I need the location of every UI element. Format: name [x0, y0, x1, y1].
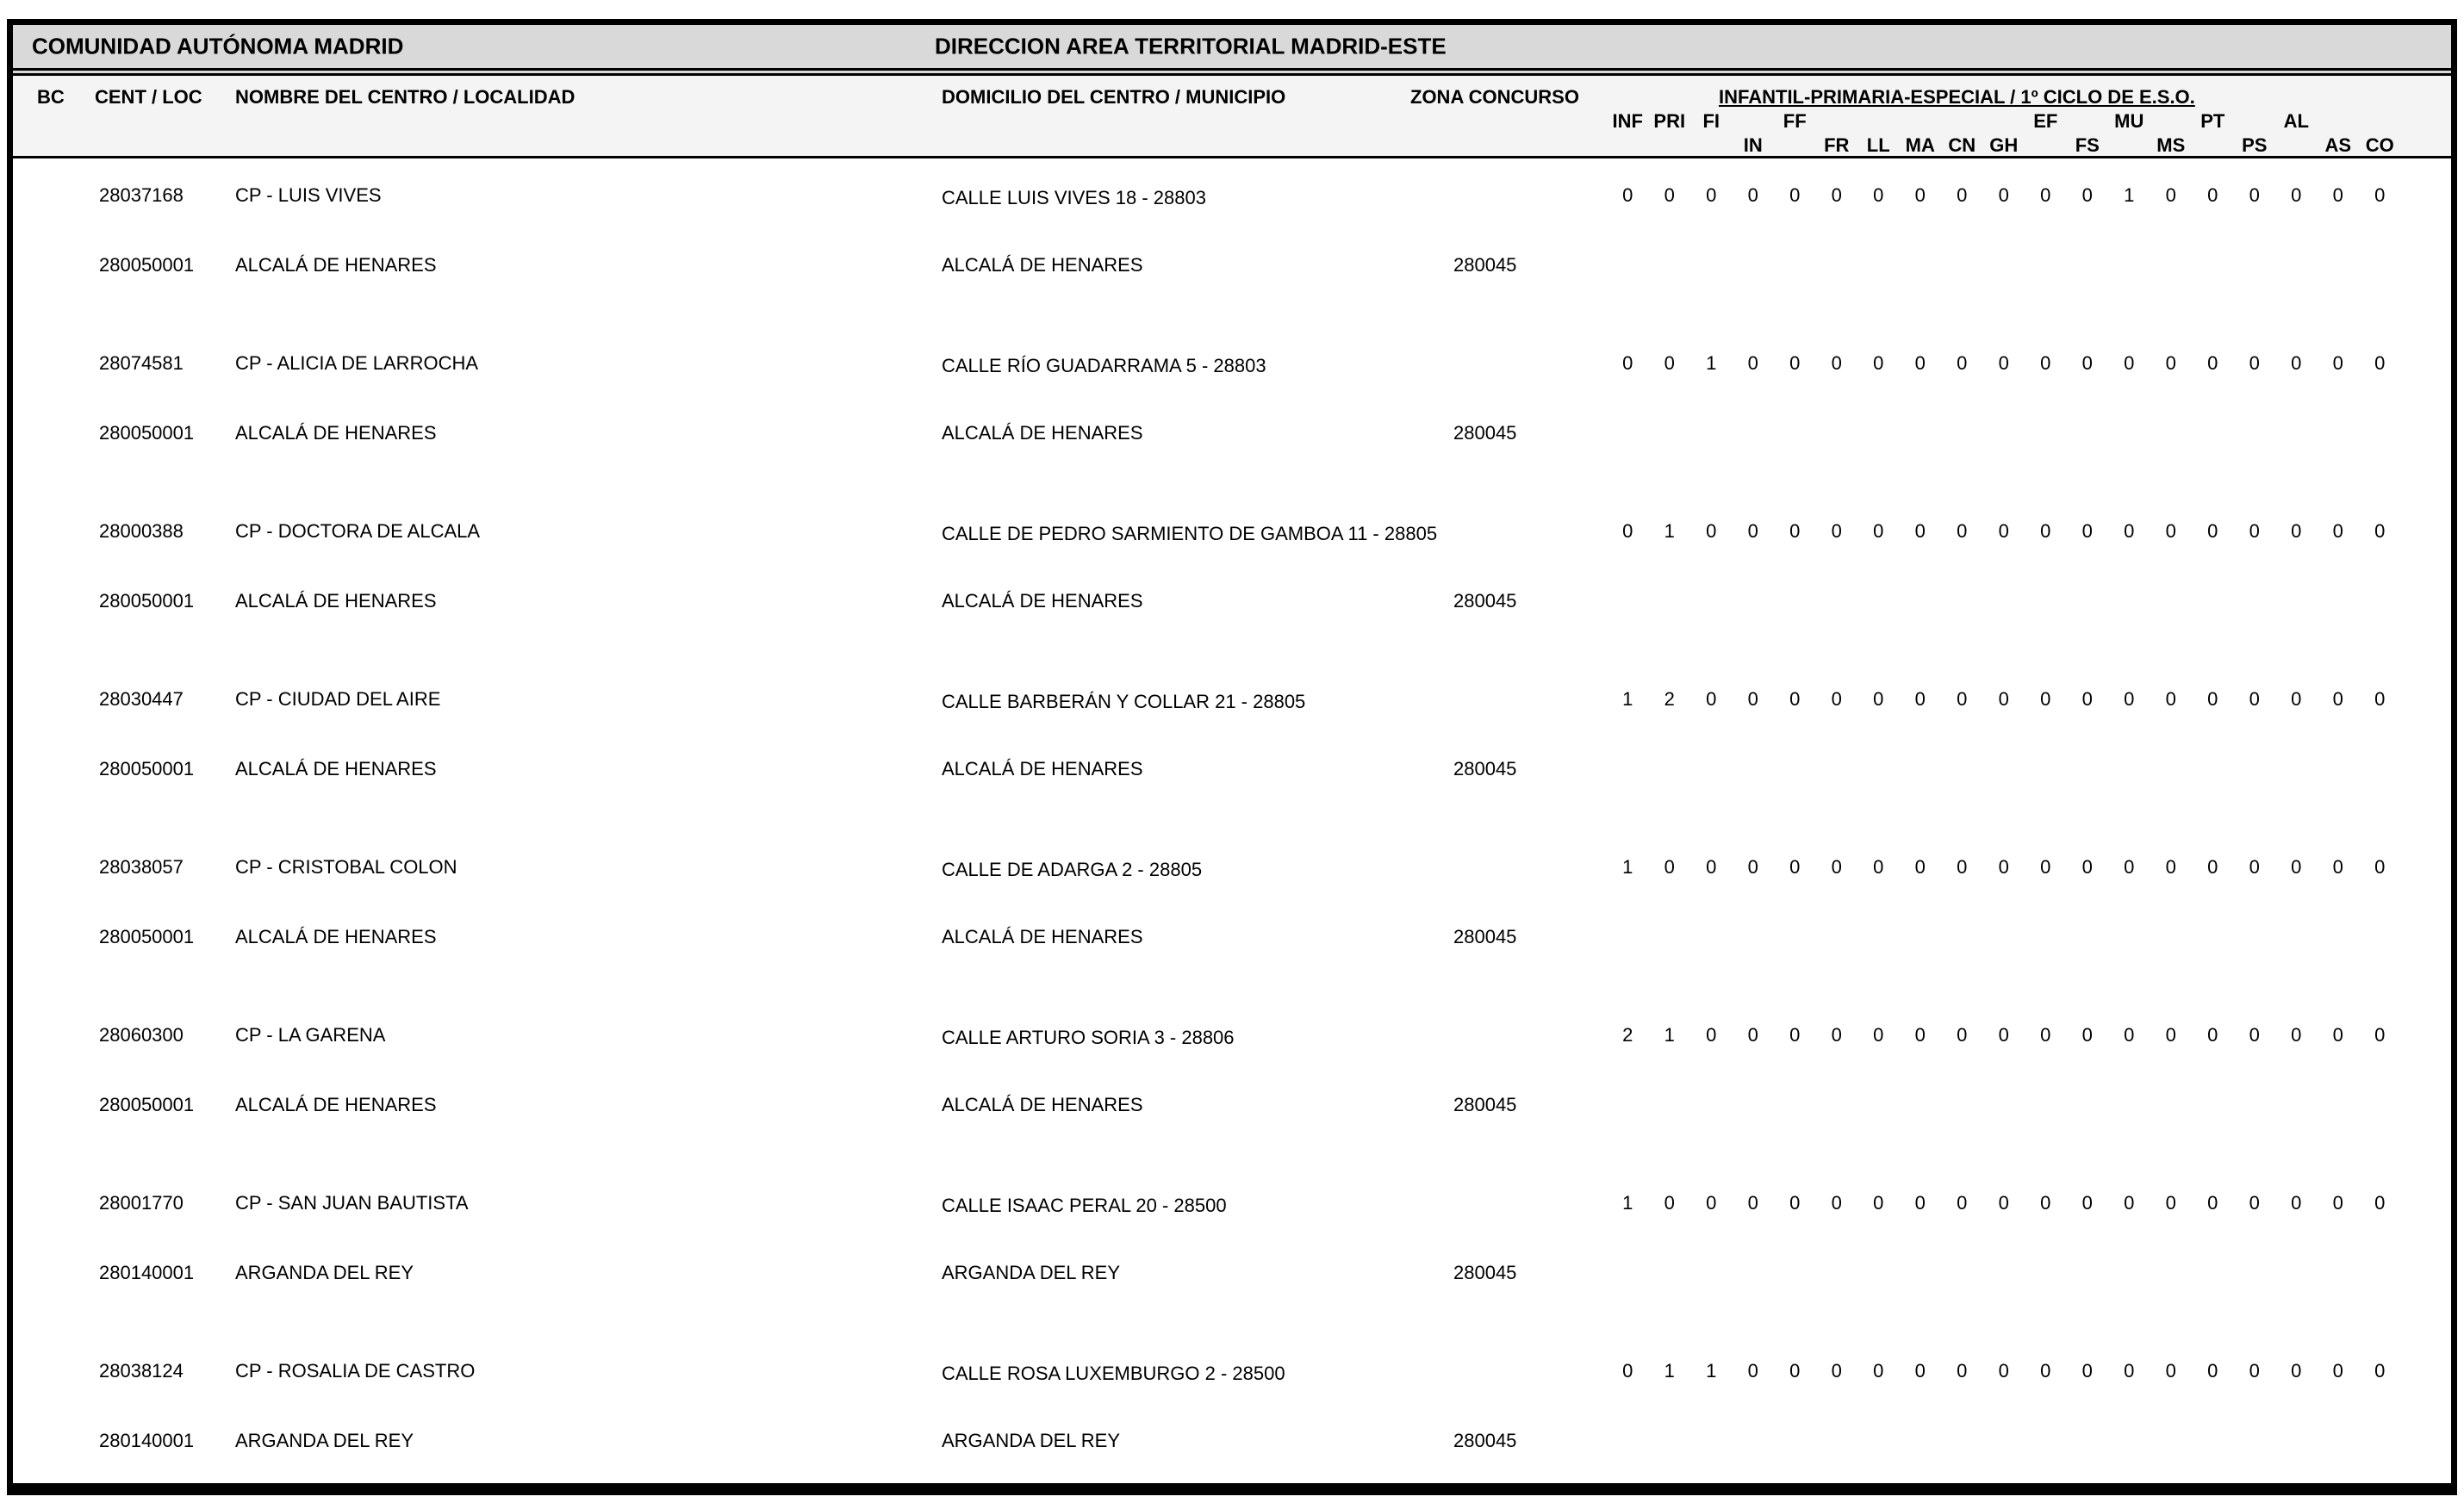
specialty-value: 0: [1957, 1192, 1968, 1214]
specialty-value: 1: [1622, 1192, 1633, 1214]
zona-concurso-value: 280045: [1453, 1430, 1517, 1451]
center-name: CP - LUIS VIVES: [235, 184, 382, 206]
specialty-value: 0: [1914, 1024, 1926, 1046]
center-code: 28038057: [99, 856, 184, 878]
municipality-name: ALCALÁ DE HENARES: [942, 1094, 1143, 1115]
specialty-value: 0: [1998, 1024, 2009, 1046]
specialty-value: 0: [1789, 1024, 1801, 1046]
center-name: CP - DOCTORA DE ALCALA: [235, 520, 481, 542]
territorial-direction-title: DIRECCION AREA TERRITORIAL MADRID-ESTE: [935, 33, 1447, 59]
specialty-value: 1: [2124, 184, 2135, 206]
specialty-value: 0: [2374, 688, 2386, 710]
specialty-value: 0: [2165, 1360, 2176, 1382]
specialty-value: 1: [1706, 1360, 1717, 1382]
specialty-value: 0: [2249, 520, 2260, 542]
zona-concurso-value: 280045: [1453, 926, 1517, 947]
specialty-value: 0: [1622, 520, 1633, 542]
locality-code: 280050001: [99, 590, 195, 612]
specialty-value: 0: [2374, 1360, 2386, 1382]
specialty-col-ma: MA: [1905, 134, 1935, 156]
specialty-value: 1: [1664, 1360, 1675, 1382]
specialty-value: 0: [1831, 1192, 1842, 1214]
specialty-value: 0: [1998, 1192, 2009, 1214]
specialty-value: 0: [1747, 184, 1758, 206]
specialty-value: 0: [1873, 520, 1884, 542]
specialty-value: 1: [1664, 1024, 1675, 1046]
specialty-value: 0: [1914, 352, 1926, 374]
specialty-value: 0: [2374, 1024, 2386, 1046]
center-address: CALLE RÍO GUADARRAMA 5 - 28803: [942, 355, 1266, 376]
specialty-value: 0: [1622, 184, 1633, 206]
specialty-value: 0: [1747, 688, 1758, 710]
specialty-value: 0: [2291, 352, 2302, 374]
specialty-value: 1: [1664, 520, 1675, 542]
locality-name: ALCALÁ DE HENARES: [235, 758, 437, 779]
specialty-value: 0: [2165, 1024, 2176, 1046]
specialty-value: 0: [2332, 184, 2343, 206]
locality-name: ARGANDA DEL REY: [235, 1430, 414, 1451]
specialty-value: 0: [1622, 352, 1633, 374]
table-body: [13, 158, 2451, 1495]
zona-concurso-value: 280045: [1453, 1094, 1517, 1115]
center-row: [13, 326, 2451, 494]
specialty-value: 0: [1747, 352, 1758, 374]
specialty-value: 0: [2249, 1024, 2260, 1046]
center-row: [13, 830, 2451, 998]
specialty-value: 0: [1914, 1192, 1926, 1214]
specialty-value: 0: [1789, 520, 1801, 542]
specialty-value: 0: [2207, 184, 2218, 206]
specialty-value: 0: [1873, 1192, 1884, 1214]
specialty-value: 0: [2249, 688, 2260, 710]
municipality-name: ARGANDA DEL REY: [942, 1262, 1121, 1283]
specialty-col-inf: INF: [1612, 110, 1643, 132]
center-address: CALLE LUIS VIVES 18 - 28803: [942, 187, 1206, 208]
title-bar: [13, 25, 2451, 76]
center-name: CP - LA GARENA: [235, 1024, 386, 1046]
locality-code: 280050001: [99, 254, 195, 276]
specialty-col-ff: FF: [1783, 110, 1807, 132]
municipality-name: ALCALÁ DE HENARES: [942, 758, 1143, 779]
specialty-value: 0: [2081, 856, 2093, 878]
center-row: [13, 1166, 2451, 1334]
specialty-value: 0: [1831, 1024, 1842, 1046]
specialty-value: 0: [1664, 352, 1675, 374]
specialty-value: 0: [2332, 1360, 2343, 1382]
specialty-value: 0: [2249, 1192, 2260, 1214]
specialty-value: 0: [2081, 1024, 2093, 1046]
specialty-value: 1: [1622, 688, 1633, 710]
specialty-value: 0: [2207, 520, 2218, 542]
specialty-value: 0: [1914, 184, 1926, 206]
specialty-value: 0: [1622, 1360, 1633, 1382]
specialty-value: 0: [1998, 856, 2009, 878]
specialty-value: 0: [2124, 856, 2135, 878]
specialty-col-pt: PT: [2200, 110, 2225, 132]
specialty-value: 0: [1873, 688, 1884, 710]
zona-concurso-value: 280045: [1453, 254, 1517, 276]
specialty-value: 0: [1873, 856, 1884, 878]
column-header-band: [13, 76, 2451, 158]
locality-code: 280140001: [99, 1262, 195, 1283]
specialty-value: 0: [2081, 1360, 2093, 1382]
specialty-value: 0: [1914, 520, 1926, 542]
specialty-value: 0: [2207, 352, 2218, 374]
locality-code: 280050001: [99, 758, 195, 779]
specialty-value: 0: [2332, 1024, 2343, 1046]
specialty-value: 0: [2124, 1024, 2135, 1046]
specialty-col-gh: GH: [1989, 134, 2019, 156]
specialty-value: 0: [2040, 520, 2051, 542]
specialty-value: 0: [2207, 688, 2218, 710]
specialty-value: 0: [1998, 184, 2009, 206]
locality-name: ALCALÁ DE HENARES: [235, 1094, 437, 1115]
specialty-value: 0: [2081, 520, 2093, 542]
specialty-value: 0: [1706, 1192, 1717, 1214]
specialty-value: 0: [2165, 184, 2176, 206]
specialty-value: 0: [1706, 520, 1717, 542]
specialty-value: 0: [1957, 688, 1968, 710]
specialty-col-fs: FS: [2075, 134, 2100, 156]
center-row: [13, 998, 2451, 1166]
zona-concurso-value: 280045: [1453, 422, 1517, 444]
municipality-name: ALCALÁ DE HENARES: [942, 926, 1143, 947]
specialty-value: 0: [1789, 1360, 1801, 1382]
center-name: CP - CIUDAD DEL AIRE: [235, 688, 441, 710]
locality-code: 280050001: [99, 1094, 195, 1115]
center-row: [13, 662, 2451, 830]
specialty-values: [1607, 1360, 2401, 1382]
specialty-value: 0: [1873, 1024, 1884, 1046]
specialty-value: 0: [1957, 1024, 1968, 1046]
zona-concurso-value: 280045: [1453, 590, 1517, 612]
region-title: COMUNIDAD AUTÓNOMA MADRID: [32, 33, 404, 59]
specialty-value: 0: [1747, 856, 1758, 878]
center-address: CALLE ROSA LUXEMBURGO 2 - 28500: [942, 1363, 1285, 1384]
specialty-value: 2: [1664, 688, 1675, 710]
zona-concurso-value: 280045: [1453, 758, 1517, 779]
specialty-value: 0: [2207, 1360, 2218, 1382]
specialty-value: 0: [2332, 856, 2343, 878]
specialty-value: 0: [1789, 688, 1801, 710]
specialty-value: 0: [2165, 688, 2176, 710]
locality-name: ALCALÁ DE HENARES: [235, 926, 437, 947]
specialty-value: 0: [2124, 352, 2135, 374]
specialty-col-cn: CN: [1948, 134, 1976, 156]
specialty-col-as: AS: [2324, 134, 2352, 156]
specialty-value: 0: [1789, 184, 1801, 206]
col-header-group-title: INFANTIL-PRIMARIA-ESPECIAL / 1º CICLO DE E.S.O.: [1719, 86, 2195, 108]
specialty-value: 0: [2249, 1360, 2260, 1382]
center-row: [13, 1334, 2451, 1495]
specialty-values: [1607, 1024, 2401, 1046]
specialty-value: 0: [1706, 1024, 1717, 1046]
specialty-col-co: CO: [2365, 134, 2394, 156]
specialty-value: 0: [1957, 1360, 1968, 1382]
center-code: 28000388: [99, 520, 184, 542]
center-code: 28060300: [99, 1024, 184, 1046]
locality-code: 280050001: [99, 926, 195, 947]
center-name: CP - CRISTOBAL COLON: [235, 856, 457, 878]
specialty-value: 0: [1831, 520, 1842, 542]
specialty-col-al: AL: [2283, 110, 2309, 132]
specialty-value: 0: [1998, 688, 2009, 710]
municipality-name: ALCALÁ DE HENARES: [942, 422, 1143, 444]
center-code: 28030447: [99, 688, 184, 710]
center-code: 28038124: [99, 1360, 184, 1382]
specialty-value: 0: [2374, 520, 2386, 542]
specialty-value: 0: [2291, 520, 2302, 542]
specialty-value: 0: [2291, 184, 2302, 206]
specialty-value: 0: [1873, 1360, 1884, 1382]
locality-name: ALCALÁ DE HENARES: [235, 254, 437, 276]
municipality-name: ALCALÁ DE HENARES: [942, 590, 1143, 612]
specialty-value: 0: [2081, 184, 2093, 206]
specialty-value: 0: [2249, 184, 2260, 206]
specialty-value: 0: [2332, 688, 2343, 710]
specialty-value: 0: [2374, 184, 2386, 206]
specialty-value: 0: [1873, 184, 1884, 206]
specialty-values: [1607, 856, 2401, 879]
locality-name: ALCALÁ DE HENARES: [235, 590, 437, 612]
specialty-value: 0: [1914, 688, 1926, 710]
center-address: CALLE DE ADARGA 2 - 28805: [942, 859, 1203, 880]
municipality-name: ALCALÁ DE HENARES: [942, 254, 1143, 276]
specialty-value: 0: [1957, 184, 1968, 206]
col-header-bc: BC: [37, 86, 65, 108]
specialty-value: 0: [2040, 352, 2051, 374]
specialty-col-pri: PRI: [1653, 110, 1686, 132]
specialty-value: 0: [1706, 184, 1717, 206]
specialty-value: 0: [2249, 856, 2260, 878]
specialty-value: 0: [2081, 352, 2093, 374]
specialty-value: 0: [2332, 352, 2343, 374]
specialty-value: 0: [2291, 856, 2302, 878]
specialty-value: 0: [1914, 1360, 1926, 1382]
zona-concurso-value: 280045: [1453, 1262, 1517, 1283]
specialty-value: 0: [1789, 856, 1801, 878]
specialty-value: 0: [2332, 1192, 2343, 1214]
specialty-value: 0: [2040, 688, 2051, 710]
specialty-value: 0: [1789, 352, 1801, 374]
specialty-value: 0: [1998, 352, 2009, 374]
specialty-value: 0: [1831, 688, 1842, 710]
specialty-value: 0: [2291, 1192, 2302, 1214]
specialty-value: 0: [1747, 1360, 1758, 1382]
specialty-value: 0: [2374, 856, 2386, 878]
specialty-value: 0: [2040, 856, 2051, 878]
specialty-values: [1607, 520, 2401, 543]
specialty-value: 0: [1664, 1192, 1675, 1214]
specialty-values: [1607, 352, 2401, 375]
locality-name: ALCALÁ DE HENARES: [235, 422, 437, 444]
specialty-value: 0: [2291, 688, 2302, 710]
specialty-value: 0: [1664, 184, 1675, 206]
specialty-value: 0: [2291, 1360, 2302, 1382]
specialty-col-in: IN: [1743, 134, 1763, 156]
specialty-col-fi: FI: [1702, 110, 1720, 132]
specialty-value: 0: [2165, 520, 2176, 542]
specialty-value: 0: [1831, 856, 1842, 878]
center-address: CALLE ARTURO SORIA 3 - 28806: [942, 1027, 1235, 1048]
specialty-value: 0: [1747, 1024, 1758, 1046]
specialty-value: 0: [2249, 352, 2260, 374]
specialty-col-ll: LL: [1866, 134, 1890, 156]
specialty-value: 0: [1706, 688, 1717, 710]
specialty-value: 0: [1998, 1360, 2009, 1382]
specialty-value: 0: [2040, 1360, 2051, 1382]
specialty-value: 0: [2374, 352, 2386, 374]
specialty-values: [1607, 688, 2401, 711]
specialty-col-fr: FR: [1824, 134, 1850, 156]
col-header-nombre-localidad: NOMBRE DEL CENTRO / LOCALIDAD: [235, 86, 576, 108]
specialty-values: [1607, 1192, 2401, 1214]
center-name: CP - ROSALIA DE CASTRO: [235, 1360, 476, 1382]
specialty-value: 0: [1957, 352, 1968, 374]
specialty-value: 0: [1998, 520, 2009, 542]
specialty-value: 0: [1873, 352, 1884, 374]
specialty-value: 1: [1706, 352, 1717, 374]
col-header-cent-loc: CENT / LOC: [95, 86, 202, 108]
col-header-zona-concurso: ZONA CONCURSO: [1410, 86, 1579, 108]
specialty-col-ms: MS: [2156, 134, 2186, 156]
specialty-value: 0: [2332, 520, 2343, 542]
center-row: [13, 494, 2451, 662]
report-page: [7, 19, 2457, 1495]
specialty-value: 0: [2207, 1192, 2218, 1214]
specialty-value: 0: [1831, 184, 1842, 206]
specialty-value: 0: [1706, 856, 1717, 878]
locality-code: 280140001: [99, 1430, 195, 1451]
specialty-value: 0: [2207, 1024, 2218, 1046]
specialty-value: 0: [1957, 520, 1968, 542]
specialty-values: [1607, 184, 2401, 207]
specialty-value: 0: [2040, 184, 2051, 206]
center-code: 28037168: [99, 184, 184, 206]
specialty-value: 0: [2165, 1192, 2176, 1214]
specialty-value: 0: [2081, 1192, 2093, 1214]
center-address: CALLE BARBERÁN Y COLLAR 21 - 28805: [942, 691, 1306, 712]
center-row: [13, 158, 2451, 326]
specialty-col-mu: MU: [2114, 110, 2144, 132]
specialty-value: 0: [1747, 520, 1758, 542]
specialty-value: 2: [1622, 1024, 1633, 1046]
specialty-value: 1: [1622, 856, 1633, 878]
specialty-value: 0: [2124, 520, 2135, 542]
specialty-value: 0: [1914, 856, 1926, 878]
locality-name: ARGANDA DEL REY: [235, 1262, 414, 1283]
specialty-value: 0: [2165, 352, 2176, 374]
col-header-domicilio-municipio: DOMICILIO DEL CENTRO / MUNICIPIO: [942, 86, 1286, 108]
specialty-value: 0: [2081, 688, 2093, 710]
municipality-name: ARGANDA DEL REY: [942, 1430, 1121, 1451]
center-code: 28074581: [99, 352, 184, 374]
specialty-value: 0: [2165, 856, 2176, 878]
specialty-col-ps: PS: [2242, 134, 2268, 156]
specialty-value: 0: [2124, 1192, 2135, 1214]
specialty-col-headers: [1607, 110, 2401, 157]
specialty-value: 0: [1831, 1360, 1842, 1382]
center-name: CP - ALICIA DE LARROCHA: [235, 352, 479, 374]
specialty-value: 0: [1747, 1192, 1758, 1214]
specialty-col-ef: EF: [2033, 110, 2058, 132]
specialty-value: 0: [2374, 1192, 2386, 1214]
specialty-value: 0: [2124, 1360, 2135, 1382]
center-address: CALLE DE PEDRO SARMIENTO DE GAMBOA 11 - 28805: [942, 523, 1438, 544]
locality-code: 280050001: [99, 422, 195, 444]
specialty-value: 0: [1664, 856, 1675, 878]
specialty-value: 0: [2040, 1024, 2051, 1046]
specialty-value: 0: [2291, 1024, 2302, 1046]
center-code: 28001770: [99, 1192, 184, 1214]
specialty-value: 0: [1789, 1192, 1801, 1214]
center-address: CALLE ISAAC PERAL 20 - 28500: [942, 1195, 1227, 1216]
center-name: CP - SAN JUAN BAUTISTA: [235, 1192, 469, 1214]
specialty-value: 0: [2124, 688, 2135, 710]
specialty-value: 0: [2207, 856, 2218, 878]
specialty-value: 0: [1957, 856, 1968, 878]
specialty-value: 0: [1831, 352, 1842, 374]
specialty-value: 0: [2040, 1192, 2051, 1214]
